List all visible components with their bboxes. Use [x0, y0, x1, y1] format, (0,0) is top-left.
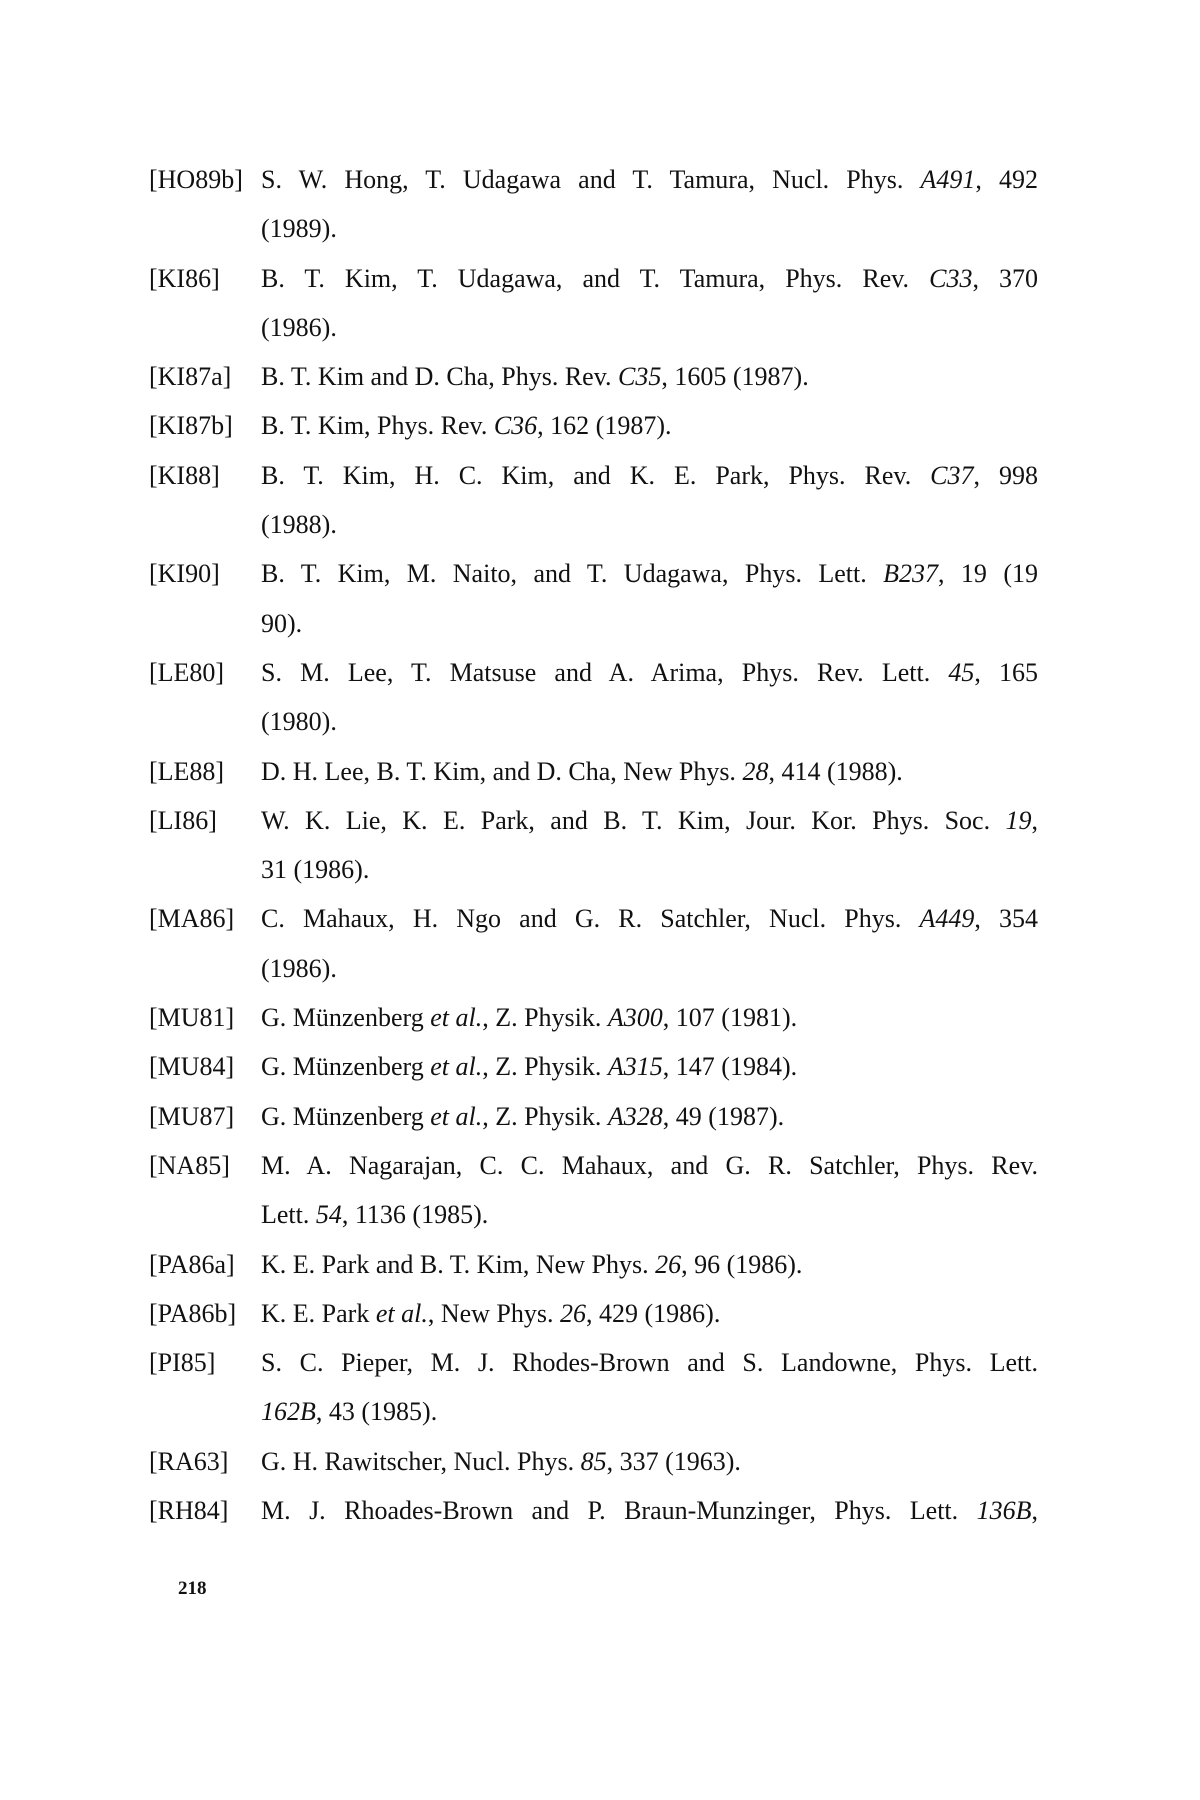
- reference-line: [261, 1437, 1038, 1486]
- text-segment: , New Phys.: [427, 1298, 560, 1328]
- text-segment: , 354: [974, 904, 1039, 934]
- reference-key: [PI85]: [149, 1348, 216, 1378]
- text-segment: M. J. Rhoades-Brown and P. Braun-Munzinger, Phys. Lett.: [261, 1496, 977, 1526]
- reference-entry: [149, 747, 1038, 796]
- reference-line: [261, 845, 1038, 894]
- text-segment: (1989).: [261, 214, 337, 244]
- italic-segment: C35: [618, 362, 662, 392]
- text-segment: , 165: [974, 657, 1038, 687]
- reference-line: [261, 944, 1038, 993]
- reference-key: [RA63]: [149, 1446, 229, 1476]
- reference-line: [261, 894, 1038, 943]
- text-segment: , 96 (1986).: [681, 1249, 803, 1279]
- text-segment: (1986).: [261, 953, 337, 983]
- reference-key: [KI88]: [149, 460, 220, 490]
- reference-line: [261, 303, 1038, 352]
- page-number: 218: [178, 1578, 207, 1599]
- reference-line: [261, 1486, 1038, 1535]
- reference-key: [MU84]: [149, 1052, 235, 1082]
- reference-key: [MU87]: [149, 1101, 235, 1131]
- text-segment: B. T. Kim, H. C. Kim, and K. E. Park, Phys. Rev.: [261, 460, 931, 490]
- italic-segment: 26: [560, 1298, 586, 1328]
- reference-line: [261, 697, 1038, 746]
- reference-entry: [149, 549, 1038, 648]
- italic-segment: B237: [883, 559, 939, 589]
- text-segment: M. A. Nagarajan, C. C. Mahaux, and G. R. Satchler, Phys. Rev.: [261, 1150, 1038, 1180]
- reference-entry: [149, 1141, 1038, 1240]
- text-segment: B. T. Kim, Phys. Rev.: [261, 411, 494, 441]
- text-segment: K. E. Park: [261, 1298, 376, 1328]
- reference-entry: [149, 1437, 1038, 1486]
- reference-line: [261, 747, 1038, 796]
- text-segment: D. H. Lee, B. T. Kim, and D. Cha, New Phys.: [261, 756, 743, 786]
- text-segment: (1986).: [261, 312, 337, 342]
- reference-entry: [149, 1289, 1038, 1338]
- text-segment: , 19 (19: [938, 559, 1038, 589]
- italic-segment: C33: [929, 263, 973, 293]
- italic-segment: A449: [919, 904, 975, 934]
- text-segment: , Z. Physik.: [482, 1101, 608, 1131]
- reference-entry: [149, 451, 1038, 550]
- text-segment: K. E. Park and B. T. Kim, New Phys.: [261, 1249, 656, 1279]
- text-segment: ,: [1031, 805, 1038, 835]
- reference-line: [261, 648, 1038, 697]
- italic-segment: 45: [948, 657, 975, 687]
- italic-segment: A315: [607, 1052, 663, 1082]
- reference-entry: [149, 155, 1038, 254]
- reference-entry: [149, 1338, 1038, 1437]
- reference-line: [261, 1240, 1038, 1289]
- text-segment: , 162 (1987).: [537, 411, 672, 441]
- reference-key: [MA86]: [149, 904, 235, 934]
- text-segment: , 414 (1988).: [768, 756, 903, 786]
- text-segment: (1980).: [261, 707, 337, 737]
- italic-segment: 85: [580, 1446, 607, 1476]
- text-segment: 31 (1986).: [261, 855, 370, 885]
- text-segment: G. Münzenberg: [261, 1003, 431, 1033]
- reference-entry: [149, 993, 1038, 1042]
- text-segment: , 492: [975, 165, 1038, 194]
- reference-entry: [149, 254, 1038, 353]
- text-segment: S. M. Lee, T. Matsuse and A. Arima, Phys. Rev. Lett.: [261, 657, 949, 687]
- text-segment: G. H. Rawitscher, Nucl. Phys.: [261, 1446, 581, 1476]
- reference-entry: [149, 1092, 1038, 1141]
- text-segment: , 147 (1984).: [662, 1052, 798, 1082]
- text-segment: , 337 (1963).: [606, 1446, 741, 1476]
- reference-line: [261, 1338, 1038, 1387]
- italic-segment: et al.: [430, 1101, 483, 1131]
- reference-line: [261, 549, 1038, 598]
- text-segment: , 1605 (1987).: [661, 362, 809, 392]
- reference-entry: [149, 1486, 1038, 1535]
- text-segment: , 1136 (1985).: [341, 1200, 489, 1230]
- italic-segment: C37: [930, 460, 974, 490]
- reference-key: [KI86]: [149, 263, 220, 293]
- reference-line: [261, 1289, 1038, 1338]
- text-segment: 90).: [261, 608, 303, 638]
- text-segment: B. T. Kim, M. Naito, and T. Udagawa, Phys. Lett.: [261, 559, 884, 589]
- text-segment: (1988).: [261, 510, 337, 540]
- reference-key: [LE80]: [149, 657, 225, 687]
- italic-segment: A300: [607, 1003, 663, 1033]
- reference-line: [261, 1042, 1038, 1091]
- text-segment: , 49 (1987).: [662, 1101, 785, 1131]
- reference-line: [261, 352, 1038, 401]
- text-segment: W. K. Lie, K. E. Park, and B. T. Kim, Jour. Kor. Phys. Soc.: [261, 805, 1006, 835]
- reference-key: [KI87a]: [149, 362, 232, 392]
- text-segment: , 370: [972, 263, 1039, 293]
- reference-entry: [149, 1240, 1038, 1289]
- text-segment: S. C. Pieper, M. J. Rhodes-Brown and S. Landowne, Phys. Lett.: [261, 1348, 1038, 1378]
- text-segment: , Z. Physik.: [482, 1003, 608, 1033]
- italic-segment: et al.: [430, 1052, 483, 1082]
- reference-line: [261, 204, 1038, 253]
- italic-segment: et al.: [430, 1003, 483, 1033]
- reference-line: [261, 500, 1038, 549]
- italic-segment: 54: [315, 1200, 342, 1230]
- text-segment: , 107 (1981).: [662, 1003, 798, 1033]
- reference-key: [LE88]: [149, 756, 225, 786]
- reference-entry: [149, 796, 1038, 895]
- reference-line: [261, 254, 1038, 303]
- italic-segment: 26: [655, 1249, 682, 1279]
- reference-entry: [149, 401, 1038, 450]
- reference-key: [PA86a]: [149, 1249, 235, 1279]
- reference-line: [261, 1141, 1038, 1190]
- reference-key: [KI90]: [149, 559, 220, 589]
- text-segment: C. Mahaux, H. Ngo and G. R. Satchler, Nucl. Phys.: [261, 904, 920, 934]
- reference-key: [PA86b]: [149, 1298, 237, 1328]
- italic-segment: A328: [607, 1101, 663, 1131]
- text-segment: G. Münzenberg: [261, 1052, 431, 1082]
- reference-line: [261, 796, 1038, 845]
- text-segment: G. Münzenberg: [261, 1101, 431, 1131]
- reference-line: [261, 155, 1038, 204]
- reference-line: [261, 1190, 1038, 1239]
- text-segment: Lett.: [261, 1200, 316, 1230]
- italic-segment: et al.: [375, 1298, 428, 1328]
- reference-key: [RH84]: [149, 1496, 229, 1526]
- text-segment: B. T. Kim, T. Udagawa, and T. Tamura, Phys. Rev.: [261, 263, 930, 293]
- reference-entry: [149, 894, 1038, 993]
- reference-line: [261, 993, 1038, 1042]
- italic-segment: A491: [920, 165, 976, 194]
- italic-segment: C36: [493, 411, 538, 441]
- text-segment: ,: [1031, 1496, 1038, 1526]
- text-segment: , 429 (1986).: [586, 1298, 721, 1328]
- reference-entry: [149, 352, 1038, 401]
- reference-line: [261, 1092, 1038, 1141]
- reference-line: [261, 401, 1038, 450]
- text-segment: , 998: [973, 460, 1038, 490]
- reference-line: [261, 599, 1038, 648]
- text-segment: B. T. Kim and D. Cha, Phys. Rev.: [261, 362, 619, 392]
- italic-segment: 162B: [261, 1397, 316, 1427]
- reference-key: [LI86]: [149, 805, 217, 835]
- text-segment: S. W. Hong, T. Udagawa and T. Tamura, Nucl. Phys.: [261, 165, 921, 194]
- text-segment: , 43 (1985).: [315, 1397, 438, 1427]
- reference-entry: [149, 1042, 1038, 1091]
- reference-line: [261, 451, 1038, 500]
- reference-line: [261, 1387, 1038, 1436]
- reference-key: [NA85]: [149, 1150, 230, 1180]
- reference-list: [149, 155, 1038, 1535]
- text-segment: , Z. Physik.: [482, 1052, 608, 1082]
- italic-segment: 136B: [976, 1496, 1032, 1526]
- reference-key: [MU81]: [149, 1003, 235, 1033]
- reference-key: [HO89b]: [149, 165, 243, 194]
- italic-segment: 28: [742, 756, 769, 786]
- reference-entry: [149, 648, 1038, 747]
- reference-key: [KI87b]: [149, 411, 233, 441]
- italic-segment: 19: [1005, 805, 1032, 835]
